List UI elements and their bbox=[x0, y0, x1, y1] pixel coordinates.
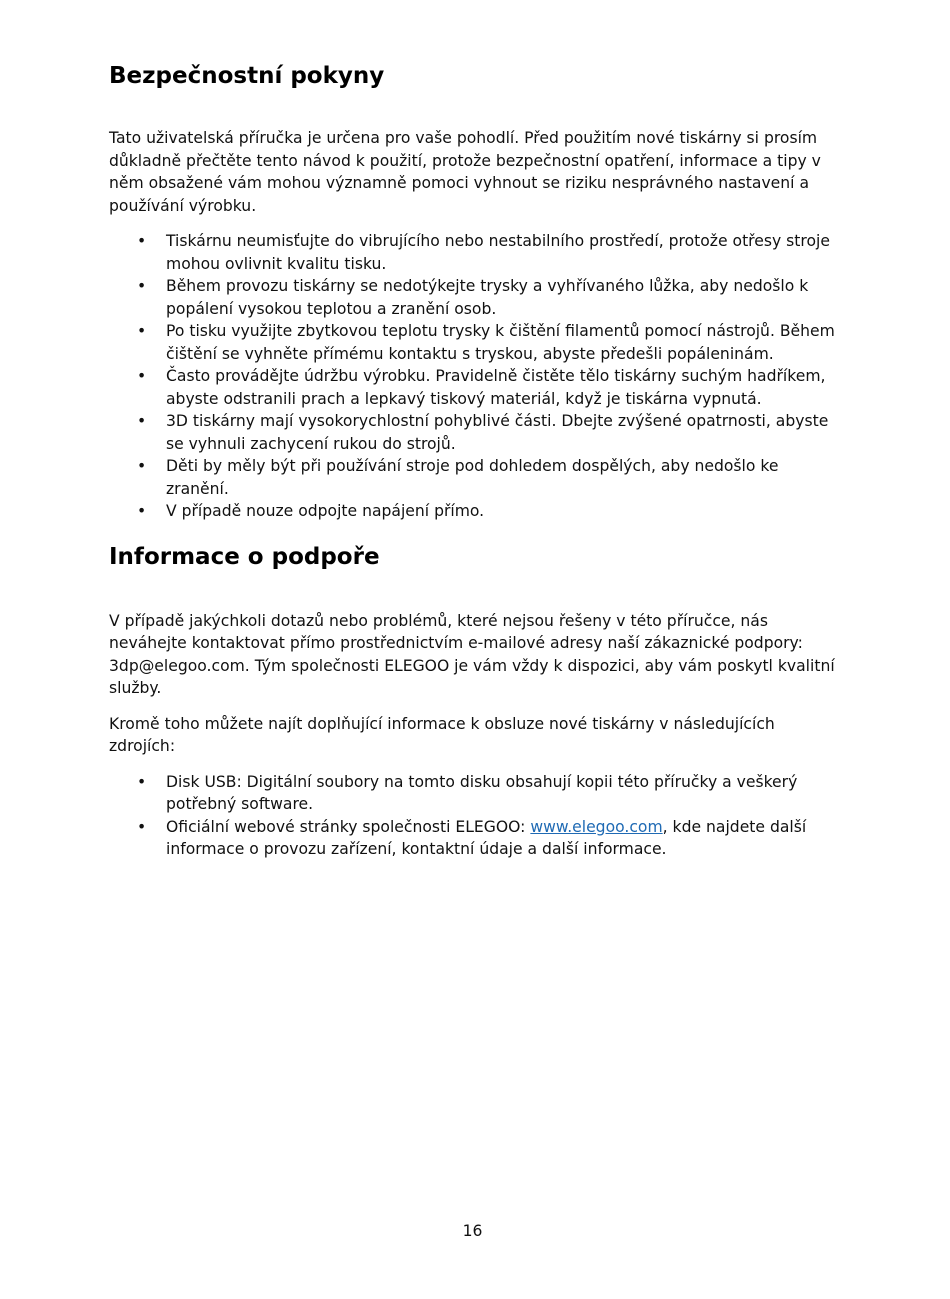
document-page bbox=[109, 58, 844, 861]
page-number: 16 bbox=[462, 1222, 483, 1240]
list-item-text: Děti by měly být při používání stroje pod dohledem dospělých, aby nedošlo ke zranění. bbox=[166, 457, 779, 498]
list-item-text-after-link: , kde najdete další informace o provozu zařízení, kontaktní údaje a další informace. bbox=[166, 817, 807, 858]
support-paragraph-contact: V případě jakýchkoli dotazů nebo problémů, které nejsou řešeny v této příručce, nás neváhejte kontaktovat přímo prostřednictvím e-mailové adresy naší zákaznické podpory: 3dp@elegoo.com. Tým společnosti ELEGOO je vám vždy k dispozici, aby vám poskytl kvalitní služby. bbox=[109, 611, 835, 697]
list-item bbox=[109, 455, 844, 500]
list-item bbox=[109, 816, 844, 861]
support-heading: Informace o podpoře bbox=[109, 543, 380, 570]
list-item-text: Disk USB: Digitální soubory na tomto disku obsahují kopii této příručky a veškerý potřebný software. bbox=[166, 772, 798, 813]
safety-heading: Bezpečnostní pokyny bbox=[109, 63, 385, 89]
list-item bbox=[109, 771, 844, 816]
list-item-text: Tiskárnu neumisťujte do vibrujícího nebo nestabilního prostředí, protože otřesy stroje mohou ovlivnit kvalitu tisku. bbox=[166, 232, 830, 273]
bullet-icon: • bbox=[137, 277, 147, 295]
safety-intro-paragraph: Tato uživatelská příručka je určena pro vaše pohodlí. Před použitím nové tiskárny si prosím důkladně přečtěte tento návod k použití, protože bezpečnostní opatření, informace a tipy v něm obsažené vám mohou významně pomoci vyhnout se riziku nesprávného nastavení a používání výrobku. bbox=[109, 129, 821, 215]
bullet-icon: • bbox=[137, 232, 147, 250]
bullet-icon: • bbox=[137, 502, 147, 520]
list-item bbox=[109, 320, 844, 365]
bullet-icon: • bbox=[137, 817, 147, 836]
list-item bbox=[109, 230, 844, 275]
list-item-text: Během provozu tiskárny se nedotýkejte trysky a vyhřívaného lůžka, aby nedošlo k popálení vysokou teplotou a zranění osob. bbox=[166, 277, 809, 318]
support-bullet-list bbox=[109, 771, 844, 861]
bullet-icon: • bbox=[137, 412, 147, 430]
support-paragraph-resources: Kromě toho můžete najít doplňující informace k obsluze nové tiskárny v následujících zdrojích: bbox=[109, 714, 775, 755]
safety-bullet-list bbox=[109, 230, 844, 523]
list-item bbox=[109, 365, 844, 410]
elegoo-website-link[interactable]: www.elegoo.com bbox=[530, 817, 663, 836]
list-item-text: Po tisku využijte zbytkovou teplotu trysky k čištění filamentů pomocí nástrojů. Během čištění se vyhněte přímému kontaktu s tryskou, abyste předešli popáleninám. bbox=[166, 322, 835, 363]
list-item-text: 3D tiskárny mají vysokorychlostní pohyblivé části. Dbejte zvýšené opatrnosti, abyste se vyhnuli zachycení rukou do strojů. bbox=[166, 412, 829, 453]
bullet-icon: • bbox=[137, 772, 147, 791]
list-item bbox=[109, 500, 844, 523]
list-item-text-before-link: Oficiální webové stránky společnosti ELEGOO: bbox=[166, 817, 531, 836]
bullet-icon: • bbox=[137, 322, 147, 340]
list-item-text: V případě nouze odpojte napájení přímo. bbox=[166, 502, 485, 520]
bullet-icon: • bbox=[137, 367, 147, 385]
list-item bbox=[109, 410, 844, 455]
bullet-icon: • bbox=[137, 457, 147, 475]
list-item-text: Často provádějte údržbu výrobku. Pravidelně čistěte tělo tiskárny suchým hadříkem, abyste odstranili prach a lepkavý tiskový materiál, když je tiskárna vypnutá. bbox=[166, 367, 826, 408]
list-item bbox=[109, 275, 844, 320]
